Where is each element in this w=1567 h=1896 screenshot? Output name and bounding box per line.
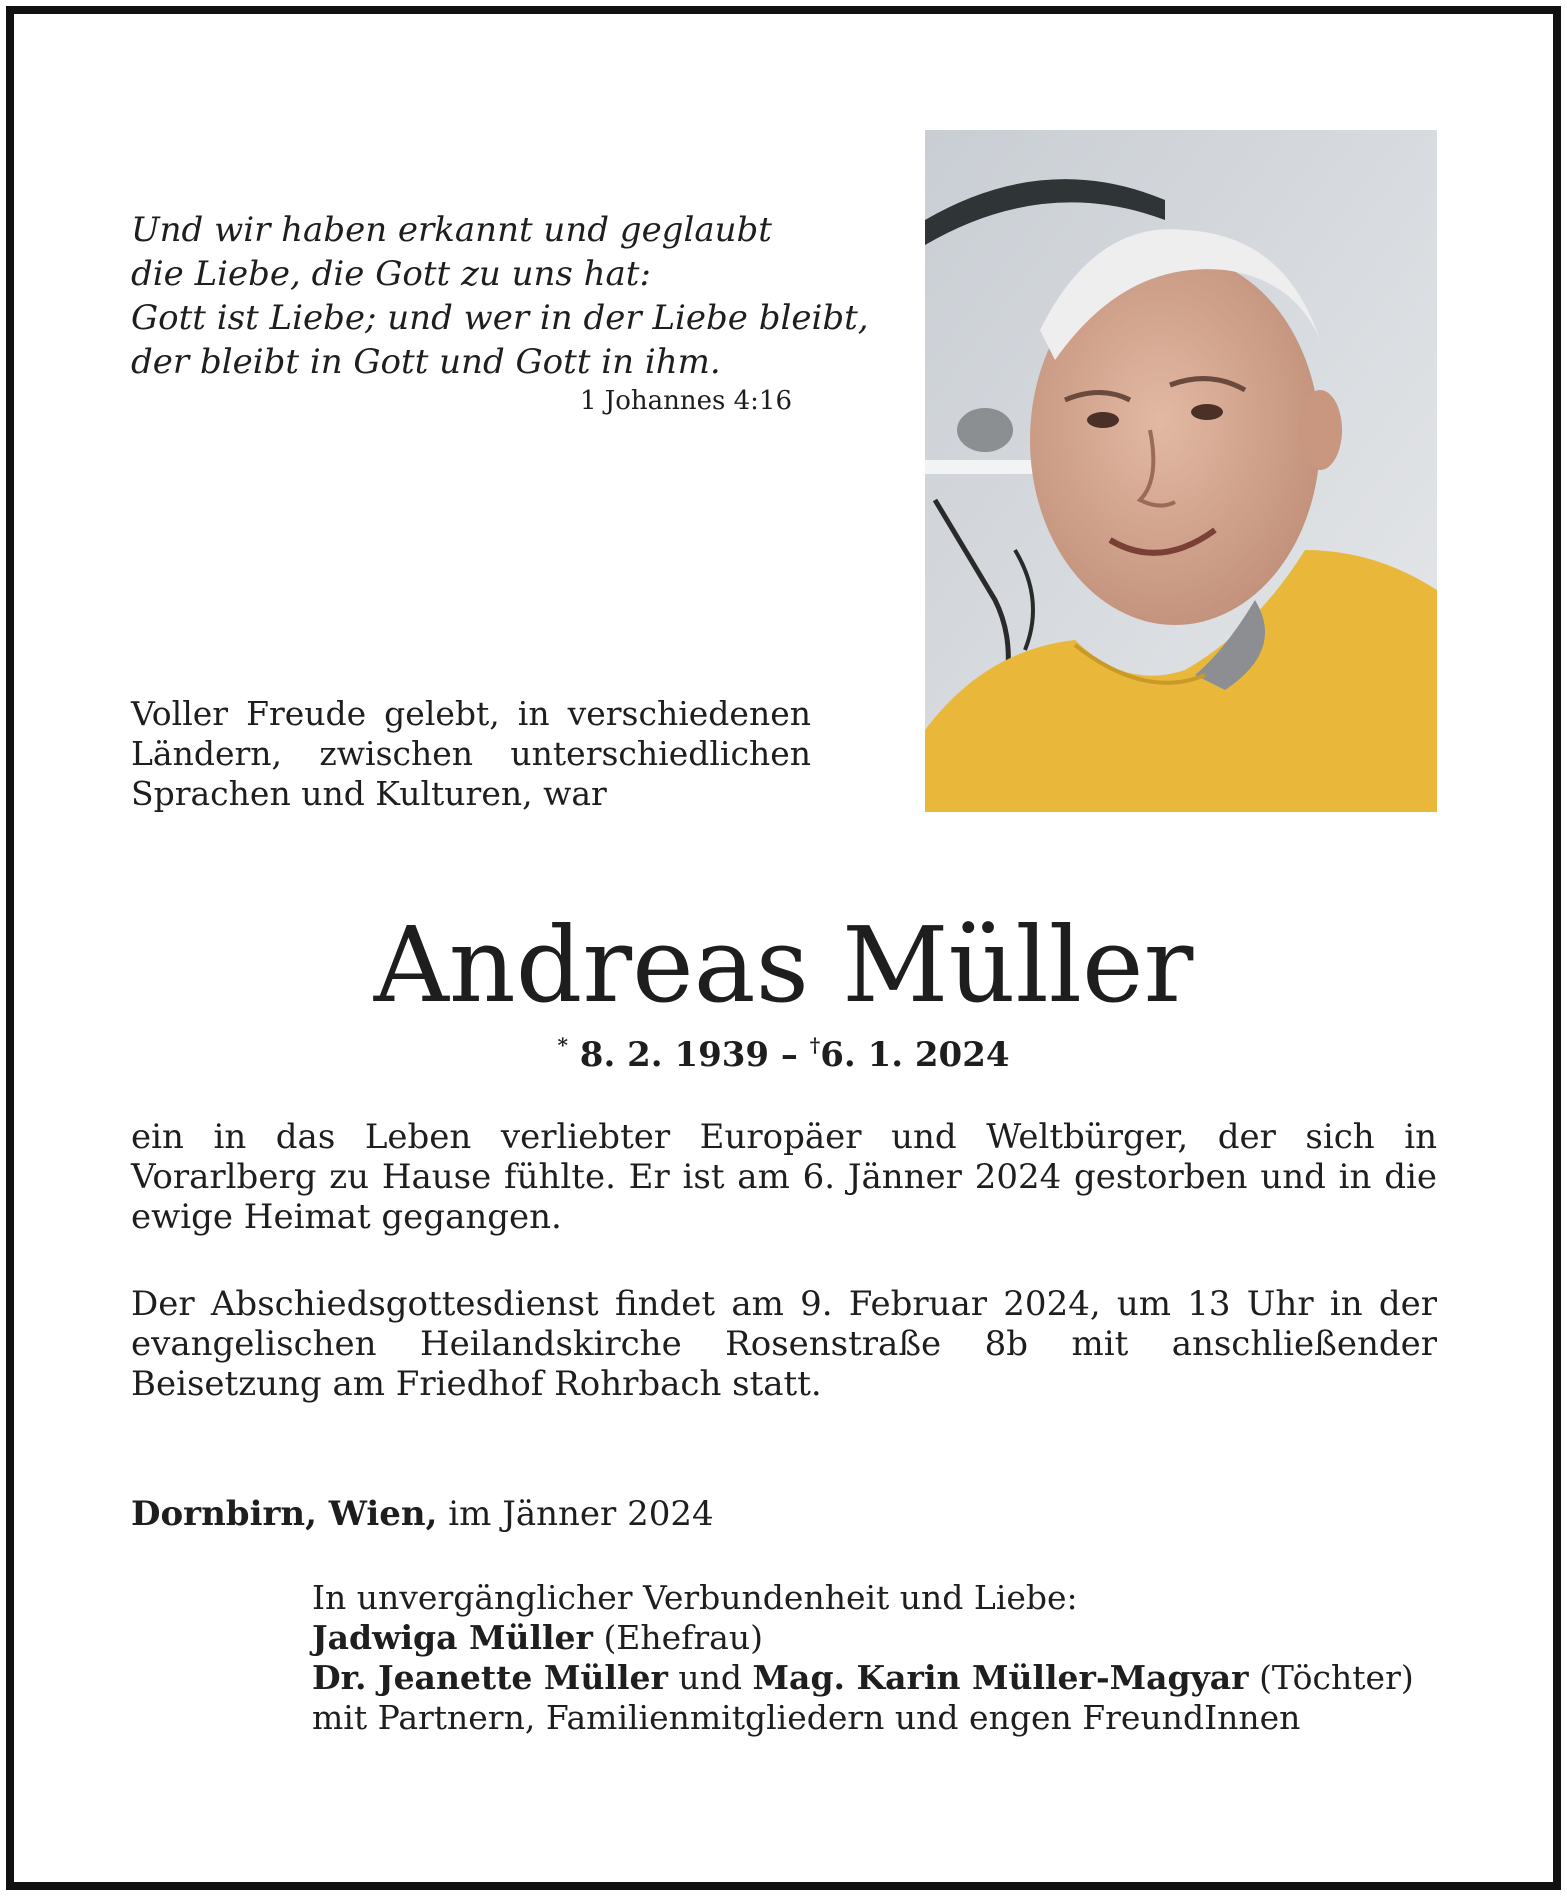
mourners-closing: mit Partnern, Familienmitgliedern und engen FreundInnen [312,1698,1301,1737]
daughter-name: Dr. Jeanette Müller [312,1658,668,1697]
verse-line: der bleibt in Gott und Gott in ihm. [131,342,721,382]
wife-name: Jadwiga Müller [312,1618,593,1657]
intro-text: Voller Freude gelebt, in verschiedenen Ländern, zwischen unterschiedlichen Sprachen und Kulturen, war [131,694,811,813]
life-dates [0,1033,1567,1075]
mourners-block [312,1578,1437,1738]
cities: Dornbirn, Wien, [131,1494,438,1534]
birth-date: 8. 2. 1939 [579,1035,770,1075]
bible-verse [131,208,869,384]
verse-line: die Liebe, die Gott zu uns hat: [131,254,651,294]
funeral-details: Der Abschiedsgottesdienst findet am 9. Februar 2024, um 13 Uhr in der evangelischen Heilandskirche Rosenstraße 8b mit anschließender Beisetzung am Friedhof Rohrbach statt. [131,1284,1437,1404]
daughter-name: Mag. Karin Müller-Magyar [752,1658,1249,1697]
portrait-photo [925,130,1437,812]
date-separator: – [780,1035,798,1075]
obituary-paragraph: ein in das Leben verliebter Europäer und Weltbürger, der sich in Vorarlberg zu Hause fühlte. Er ist am 6. Jänner 2024 gestorben und in die ewige Heimat gegangen. [131,1117,1437,1237]
daughters-role: (Töchter) [1259,1658,1414,1697]
deceased-name: Andreas Müller [373,904,1194,1026]
mourner-line [312,1618,1437,1658]
verse-line: Gott ist Liebe; und wer in der Liebe bleibt, [131,298,869,338]
death-symbol: † [809,1033,821,1057]
verse-line: Und wir haben erkannt und geglaubt [131,210,772,250]
conjunction: und [678,1658,743,1697]
place-and-date [131,1494,714,1534]
wife-role: (Ehefrau) [603,1618,763,1657]
notice-date: im Jänner 2024 [448,1494,714,1534]
death-date: 6. 1. 2024 [820,1035,1010,1075]
mourners-intro: In unvergänglicher Verbundenheit und Liebe: [312,1578,1078,1617]
verse-reference: 1 Johannes 4:16 [580,386,792,416]
mourner-line [312,1658,1437,1698]
birth-symbol: * [557,1033,568,1057]
